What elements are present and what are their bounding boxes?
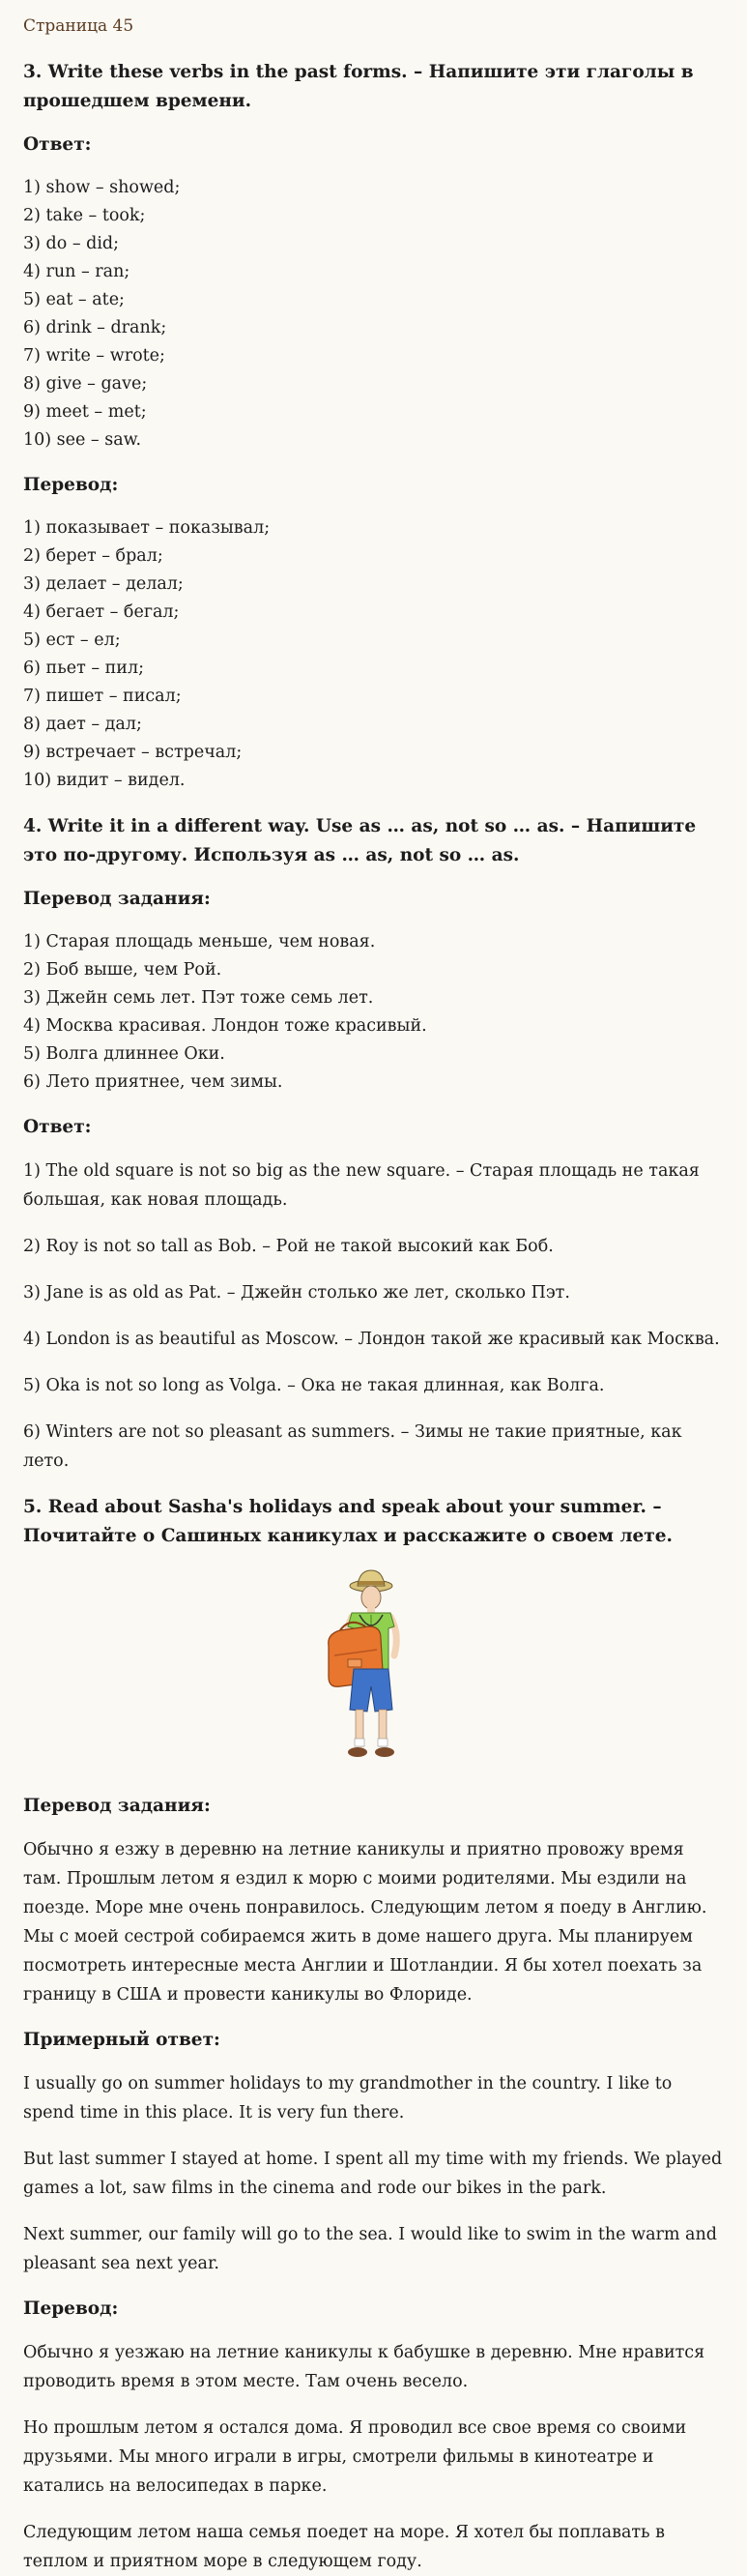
list-item: 4) Москва красивая. Лондон тоже красивый.: [23, 1016, 427, 1036]
task4-title: 4. Write it in a different way. Use as … as, not so … as. – Напишите это по-другому. Используя as … as, not so … as.: [23, 816, 697, 865]
list-item: 3) do – did;: [23, 234, 120, 253]
list-item: 7) пишет – писал;: [23, 687, 182, 706]
task4-answer-label: Ответ:: [23, 1117, 92, 1137]
task5-task-translation: Обычно я езжу в деревню на летние каникулы и приятно провожу время там. Прошлым летом я ездил к морю с моими родителями. Мы ездили на поезде. Море мне очень понравилось. Следующим летом я поеду в Англию. Мы с моей сестрой собираемся жить в доме нашего друга. Мы планируем посмотреть интересные места Англии и Шотландии. Я бы хотел поехать за границу в США и провести каникулы во Флориде.: [23, 1840, 707, 2005]
list-item: 2) берет – брал;: [23, 546, 163, 566]
task5-translation: Следующим летом наша семья поедет на море. Я хотел бы поплавать в теплом и приятном море в следующем году.: [23, 2523, 666, 2571]
boy-with-bag-illustration: [311, 1566, 437, 1770]
task3-translation-label: Перевод:: [23, 475, 119, 495]
task5-task-translation-label: Перевод задания:: [23, 1796, 211, 1816]
task5-sample-answer-label: Примерный ответ:: [23, 2030, 220, 2050]
task5-translation-label: Перевод:: [23, 2298, 119, 2319]
task5-translation: Но прошлым летом я остался дома. Я проводил все свое время со своими друзьями. Мы много играли в игры, смотрели фильмы в кинотеатре и катались на велосипедах в парке.: [23, 2418, 687, 2496]
list-item: 6) пьет – пил;: [23, 659, 144, 678]
task4-answer: 6) Winters are not so pleasant as summers. – Зимы не такие приятные, как лето.: [23, 1422, 682, 1471]
list-item: 5) eat – ate;: [23, 290, 125, 309]
list-item: 2) Боб выше, чем Рой.: [23, 960, 222, 980]
list-item: 1) Старая площадь меньше, чем новая.: [23, 932, 376, 951]
task5-translation: Обычно я уезжаю на летние каникулы к бабушке в деревню. Мне нравится проводить время в этом месте. Там очень весело.: [23, 2343, 705, 2391]
task3-answer-list: [23, 174, 724, 454]
task5-title: 5. Read about Sasha's holidays and speak about your summer. – Почитайте о Сашиных каникулах и расскажите о своем лете.: [23, 1497, 673, 1546]
list-item: 4) run – ran;: [23, 262, 130, 281]
list-item: 5) Волга длиннее Оки.: [23, 1044, 225, 1064]
list-item: 8) дает – дал;: [23, 715, 142, 734]
list-item: 8) give – gave;: [23, 374, 148, 394]
list-item: 9) встречает – встречал;: [23, 743, 243, 762]
task5-sample-answer: But last summer I stayed at home. I spent all my time with my friends. We played games a lot, saw films in the cinema and rode our bikes in the park.: [23, 2150, 723, 2198]
task4-answer: 5) Oka is not so long as Volga. – Ока не такая длинная, как Волга.: [23, 1376, 605, 1395]
task3-answer-label: Ответ:: [23, 134, 92, 155]
list-item: 5) ест – ел;: [23, 630, 121, 650]
page-label: Страница 45: [23, 16, 134, 36]
list-item: 10) see – saw.: [23, 430, 142, 450]
task5-sample-answer: Next summer, our family will go to the sea. I would like to swim in the warm and pleasant sea next year.: [23, 2225, 717, 2273]
list-item: 1) показывает – показывал;: [23, 518, 271, 538]
task3-title: 3. Write these verbs in the past forms. – Напишите эти глаголы в прошедшем времени.: [23, 62, 694, 111]
list-item: 4) бегает – бегал;: [23, 602, 180, 622]
task3-translation-list: [23, 514, 724, 795]
list-item: 1) show – showed;: [23, 178, 181, 197]
list-item: 6) drink – drank;: [23, 318, 167, 337]
list-item: 7) write – wrote;: [23, 346, 165, 366]
task4-task-translation-label: Перевод задания:: [23, 889, 211, 909]
task5-sample-answer: I usually go on summer holidays to my grandmother in the country. I like to spend time in this place. It is very fun there.: [23, 2074, 673, 2122]
list-item: 3) Джейн семь лет. Пэт тоже семь лет.: [23, 988, 374, 1008]
list-item: 3) делает – делал;: [23, 574, 184, 594]
list-item: 9) meet – met;: [23, 402, 147, 422]
task4-answer: 2) Roy is not so tall as Bob. – Рой не такой высокий как Боб.: [23, 1237, 554, 1256]
task4-answer: 3) Jane is as old as Pat. – Джейн столько же лет, сколько Пэт.: [23, 1283, 570, 1303]
list-item: 6) Лето приятнее, чем зимы.: [23, 1072, 283, 1092]
list-item: 2) take – took;: [23, 206, 146, 225]
task4-answer: 1) The old square is not so big as the new square. – Старая площадь не такая большая, как новая площадь.: [23, 1161, 700, 1210]
task4-task-translation-list: [23, 928, 724, 1097]
task4-answer: 4) London is as beautiful as Moscow. – Лондон такой же красивый как Москва.: [23, 1330, 720, 1349]
list-item: 10) видит – видел.: [23, 771, 186, 790]
